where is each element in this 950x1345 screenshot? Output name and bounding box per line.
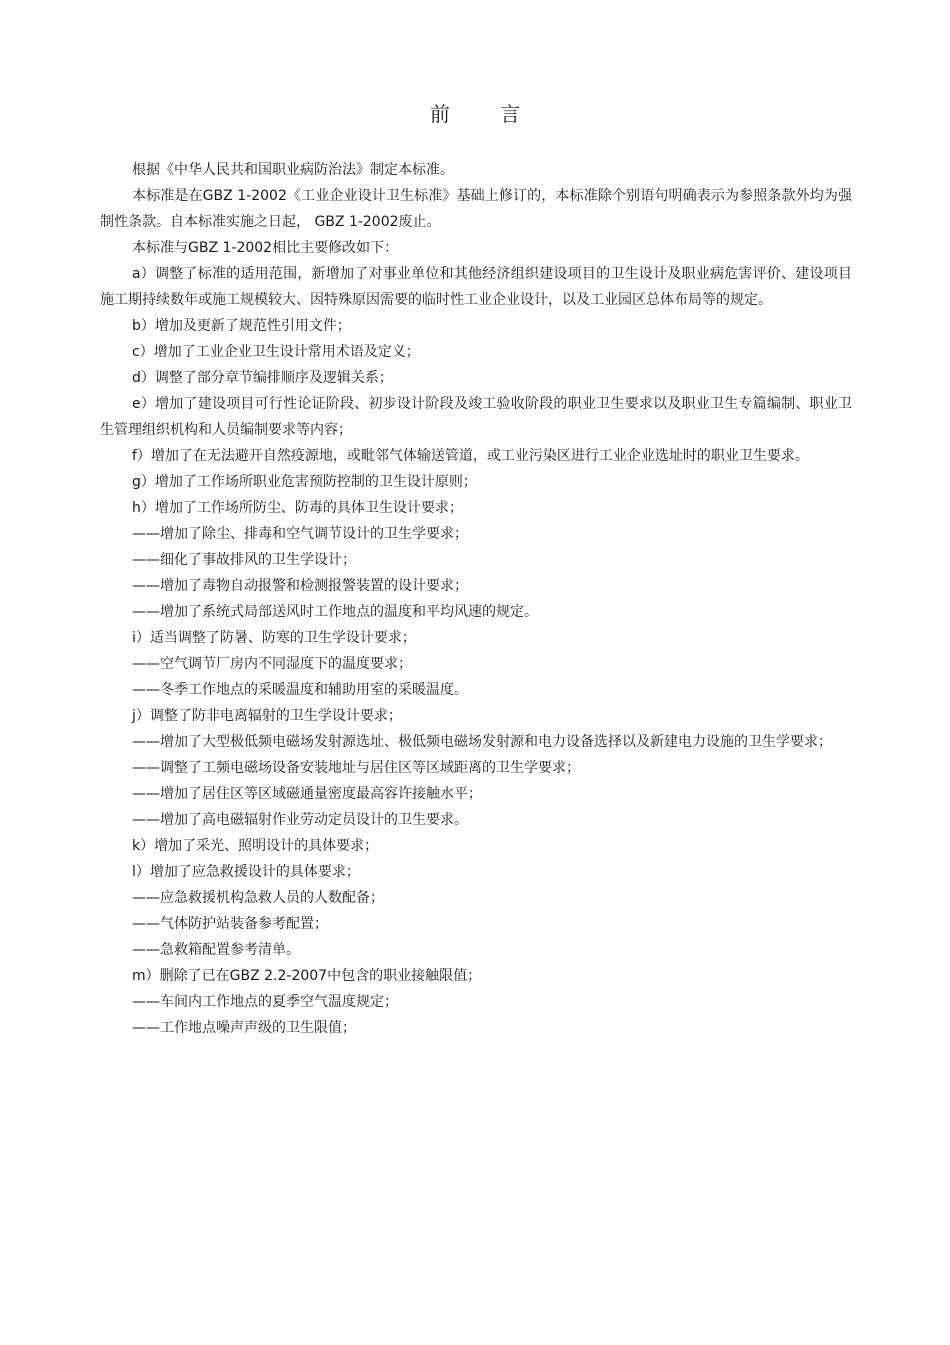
paragraph: 本标准与GBZ 1-2002相比主要修改如下： bbox=[132, 240, 399, 256]
document-body bbox=[100, 157, 852, 1041]
paragraph: j）调整了防非电离辐射的卫生学设计要求； bbox=[132, 708, 402, 724]
paragraph: m）删除了已在GBZ 2.2-2007中包含的职业接触限值； bbox=[132, 968, 482, 984]
paragraph: e）增加了建设项目可行性论证阶段、初步设计阶段及竣工验收阶段的职业卫生要求以及职业卫生专篇编制、职业卫生管理组织机构和人员编制要求等内容； bbox=[100, 396, 852, 438]
paragraph: ——车间内工作地点的夏季空气温度规定； bbox=[132, 994, 398, 1010]
paragraph: i）适当调整了防暑、防寒的卫生学设计要求； bbox=[132, 630, 416, 646]
page-title: 前 言 bbox=[429, 102, 543, 126]
paragraph: ——增加了居住区等区域磁通量密度最高容许接触水平； bbox=[132, 786, 482, 802]
paragraph: ——应急救援机构急救人员的人数配备； bbox=[132, 890, 384, 906]
paragraph: l）增加了应急救援设计的具体要求； bbox=[132, 864, 360, 880]
paragraph: ——空气调节厂房内不同湿度下的温度要求； bbox=[132, 656, 412, 672]
paragraph: ——冬季工作地点的采暖温度和辅助用室的采暖温度。 bbox=[132, 682, 468, 698]
paragraph: f）增加了在无法避开自然疫源地，或毗邻气体输送管道，或工业污染区进行工业企业选址时的职业卫生要求。 bbox=[132, 448, 809, 464]
paragraph: b）增加及更新了规范性引用文件； bbox=[132, 318, 351, 334]
paragraph: c）增加了工业企业卫生设计常用术语及定义； bbox=[132, 344, 420, 360]
paragraph: d）调整了部分章节编排顺序及逻辑关系； bbox=[132, 370, 393, 386]
paragraph: ——工作地点噪声声级的卫生限值； bbox=[132, 1020, 356, 1036]
paragraph: 本标准是在GBZ 1-2002《工业企业设计卫生标准》基础上修订的，本标准除个别语句明确表示为参照条款外均为强制性条款。自本标准实施之日起， GBZ 1-2002废止。 bbox=[100, 188, 852, 230]
paragraph: ——气体防护站装备参考配置； bbox=[132, 916, 328, 932]
paragraph: ——增加了大型极低频电磁场发射源选址、极低频电磁场发射源和电力设备选择以及新建电力设施的卫生学要求； bbox=[132, 734, 832, 750]
paragraph: a）调整了标准的适用范围，新增加了对事业单位和其他经济组织建设项目的卫生设计及职业病危害评价、建设项目施工期持续数年或施工规模较大、因特殊原因需要的临时性工业企业设计，以及工业园区总体布局等的规定。 bbox=[100, 266, 852, 308]
paragraph: ——调整了工频电磁场设备安装地址与居住区等区域距离的卫生学要求； bbox=[132, 760, 580, 776]
paragraph: ——增加了高电磁辐射作业劳动定员设计的卫生要求。 bbox=[132, 812, 468, 828]
paragraph: ——急救箱配置参考清单。 bbox=[132, 942, 300, 958]
paragraph: g）增加了工作场所职业危害预防控制的卫生设计原则； bbox=[132, 474, 477, 490]
paragraph: k）增加了采光、照明设计的具体要求； bbox=[132, 838, 379, 854]
paragraph: h）增加了工作场所防尘、防毒的具体卫生设计要求； bbox=[132, 500, 463, 516]
paragraph: ——细化了事故排风的卫生学设计； bbox=[132, 552, 356, 568]
paragraph: ——增加了系统式局部送风时工作地点的温度和平均风速的规定。 bbox=[132, 604, 538, 620]
paragraph: ——增加了除尘、排毒和空气调节设计的卫生学要求； bbox=[132, 526, 468, 542]
paragraph: 根据《中华人民共和国职业病防治法》制定本标准。 bbox=[132, 162, 454, 178]
paragraph: ——增加了毒物自动报警和检测报警装置的设计要求； bbox=[132, 578, 468, 594]
